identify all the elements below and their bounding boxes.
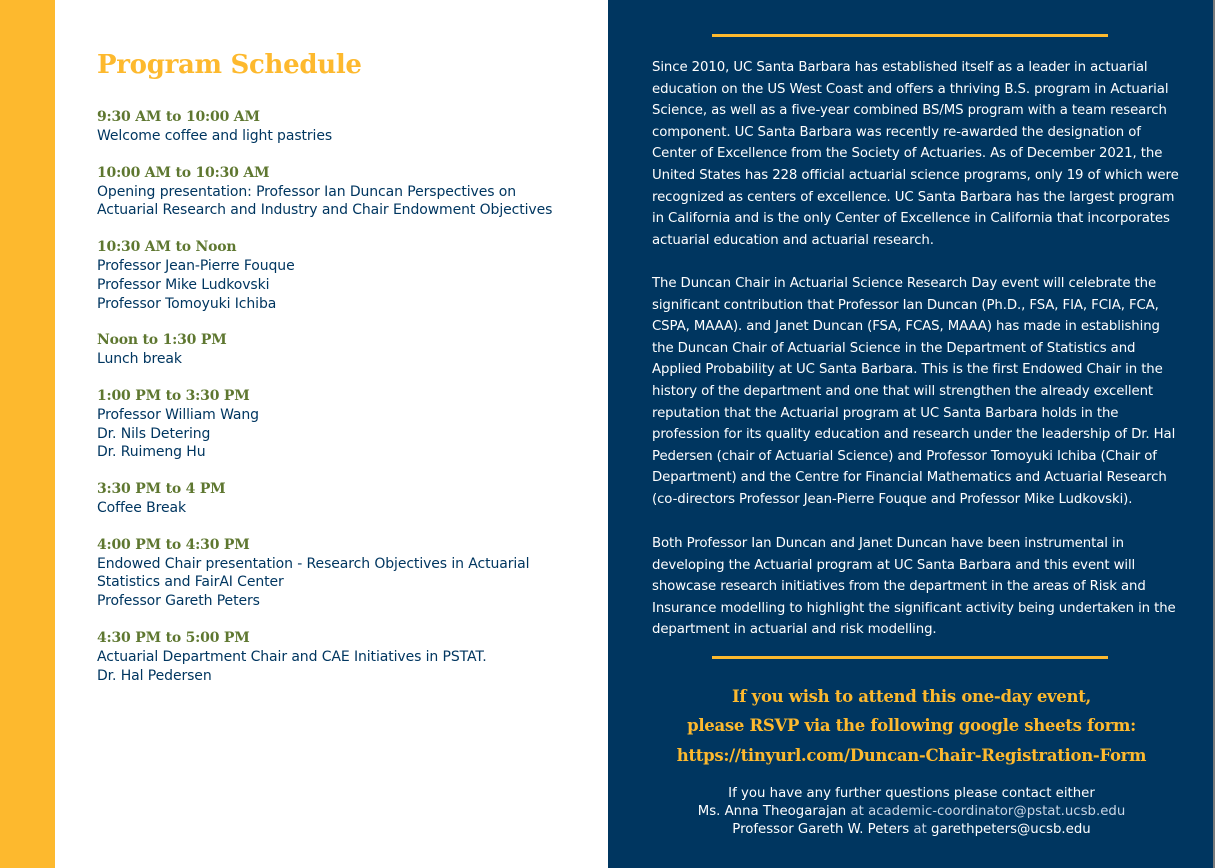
paragraph-line: significant contribution that Professor Ian Duncan (Ph.D., FSA, FIA, FCIA, FCA, (652, 297, 1159, 313)
schedule-item (97, 387, 597, 462)
schedule-item (97, 331, 597, 369)
paragraph-line: component. UC Santa Barbara was recently re-awarded the designation of (652, 124, 1141, 140)
rsvp-line-2: please RSVP via the following google sheets form: (687, 716, 1136, 735)
schedule-time: Noon to 1:30 PM (97, 332, 227, 349)
contact-1-name: Ms. Anna Theogarajan (697, 804, 847, 819)
top-divider (712, 34, 1108, 37)
paragraph-line: United States has 228 official actuarial science programs, only 19 of which were (652, 167, 1179, 183)
schedule-list (97, 108, 597, 703)
schedule-item (97, 536, 597, 611)
contact-2-name: Professor Gareth W. Peters (732, 822, 910, 837)
schedule-detail: Lunch break (97, 351, 182, 368)
paragraph-line: Department) and the Centre for Financial Mathematics and Actuarial Research (652, 470, 1167, 486)
rsvp-line-1: If you wish to attend this one-day event, (732, 687, 1091, 706)
schedule-detail: Opening presentation: Professor Ian Duncan Perspectives on (97, 183, 517, 200)
about-paragraph-1 (652, 57, 1188, 251)
contact-line-1 (608, 803, 1215, 821)
contact-2-at: at (909, 822, 932, 837)
contact-intro: If you have any further questions please contact either (728, 786, 1095, 801)
schedule-detail: Endowed Chair presentation - Research Objectives in Actuarial (97, 555, 530, 572)
about-paragraph-3 (652, 533, 1188, 641)
paragraph-line: actuarial education and actuarial research. (652, 232, 934, 248)
schedule-time: 4:30 PM to 5:00 PM (97, 629, 250, 646)
schedule-item (97, 480, 597, 518)
schedule-detail: Welcome coffee and light pastries (97, 128, 333, 144)
schedule-item (97, 164, 597, 220)
paragraph-line: education on the US West Coast and offers a thriving B.S. program in Actuarial (652, 81, 1169, 97)
schedule-time: 9:30 AM to 10:00 AM (97, 109, 260, 125)
schedule-detail: Professor Mike Ludkovski (97, 276, 270, 293)
paragraph-line: Since 2010, UC Santa Barbara has established itself as a leader in actuarial (652, 60, 1148, 75)
schedule-detail: Dr. Nils Detering (97, 425, 211, 442)
schedule-item (97, 629, 597, 685)
paragraph-line: (co-directors Professor Jean-Pierre Fouque and Professor Mike Ludkovski). (652, 491, 1133, 507)
schedule-panel (55, 0, 608, 868)
paragraph-line: in California and is the only Center of Excellence in California that incorporates (652, 211, 1170, 227)
paragraph-line: Applied Probability at UC Santa Barbara. This is the first Endowed Chair in the (652, 362, 1163, 378)
schedule-detail: Statistics and FairAI Center (97, 574, 284, 591)
schedule-detail: Actuarial Department Chair and CAE Initiatives in PSTAT. (97, 648, 487, 665)
schedule-detail: Professor Jean-Pierre Fouque (97, 258, 295, 275)
paragraph-line: Science, as well as a five-year combined BS/MS program with a team research (652, 103, 1167, 119)
paragraph-line: CSPA, MAAA). and Janet Duncan (FSA, FCAS, MAAA) has made in establishing (652, 319, 1160, 335)
bottom-divider (712, 656, 1108, 659)
schedule-time: 10:30 AM to Noon (97, 239, 237, 256)
paragraph-line: Insurance modelling to highlight the significant activity being undertaken in the (652, 600, 1176, 616)
contact-1-email[interactable]: academic-coordinator@pstat.ucsb.edu (868, 804, 1126, 819)
paragraph-line: recognized as centers of excellence. UC Santa Barbara has the largest program (652, 189, 1175, 205)
schedule-detail: Professor Tomoyuki Ichiba (97, 295, 277, 312)
contact-2-email[interactable]: garethpeters@ucsb.edu (931, 822, 1091, 837)
gold-side-stripe (0, 0, 55, 868)
schedule-detail: Dr. Ruimeng Hu (97, 444, 206, 461)
paragraph-line: showcase research initiatives from the department in the areas of Risk and (652, 579, 1146, 595)
contact-line-2 (608, 821, 1215, 839)
schedule-item (97, 238, 597, 313)
schedule-detail: Professor Gareth Peters (97, 593, 260, 610)
info-panel (608, 0, 1215, 868)
schedule-time: 4:00 PM to 4:30 PM (97, 536, 250, 553)
schedule-time: 1:00 PM to 3:30 PM (97, 387, 250, 404)
paragraph-line: department in actuarial and risk modelling. (652, 622, 937, 638)
schedule-detail: Professor William Wang (97, 406, 259, 423)
paragraph-line: Center of Excellence from the Society of Actuaries. As of December 2021, the (652, 146, 1163, 162)
schedule-time: 10:00 AM to 10:30 AM (97, 164, 270, 181)
schedule-title: Program Schedule (97, 50, 362, 80)
paragraph-line: reputation that the Actuarial program at UC Santa Barbara holds in the (652, 405, 1119, 421)
paragraph-line: developing the Actuarial program at UC Santa Barbara and this event will (652, 557, 1136, 573)
rsvp-form-link[interactable]: https://tinyurl.com/Duncan-Chair-Registration-Form (676, 746, 1147, 765)
schedule-time: 3:30 PM to 4 PM (97, 481, 226, 498)
schedule-item (97, 108, 597, 146)
paragraph-line: The Duncan Chair in Actuarial Science Research Day event will celebrate the (652, 276, 1157, 291)
paragraph-line: profession for its quality education and research under the leadership of Dr. Hal (652, 427, 1176, 443)
schedule-detail: Coffee Break (97, 500, 187, 517)
paragraph-line: history of the department and one that will strengthen the already excellent (652, 383, 1154, 399)
paragraph-line: Both Professor Ian Duncan and Janet Duncan have been instrumental in (652, 536, 1124, 551)
paragraph-line: Pedersen (chair of Actuarial Science) and Professor Tomoyuki Ichiba (Chair of (652, 448, 1157, 464)
contact-1-at: at (846, 804, 869, 819)
about-paragraph-2 (652, 273, 1188, 511)
paragraph-line: the Duncan Chair of Actuarial Science in the Department of Statistics and (652, 340, 1136, 356)
schedule-detail: Actuarial Research and Industry and Chair Endowment Objectives (97, 202, 553, 219)
schedule-detail: Dr. Hal Pedersen (97, 667, 212, 684)
